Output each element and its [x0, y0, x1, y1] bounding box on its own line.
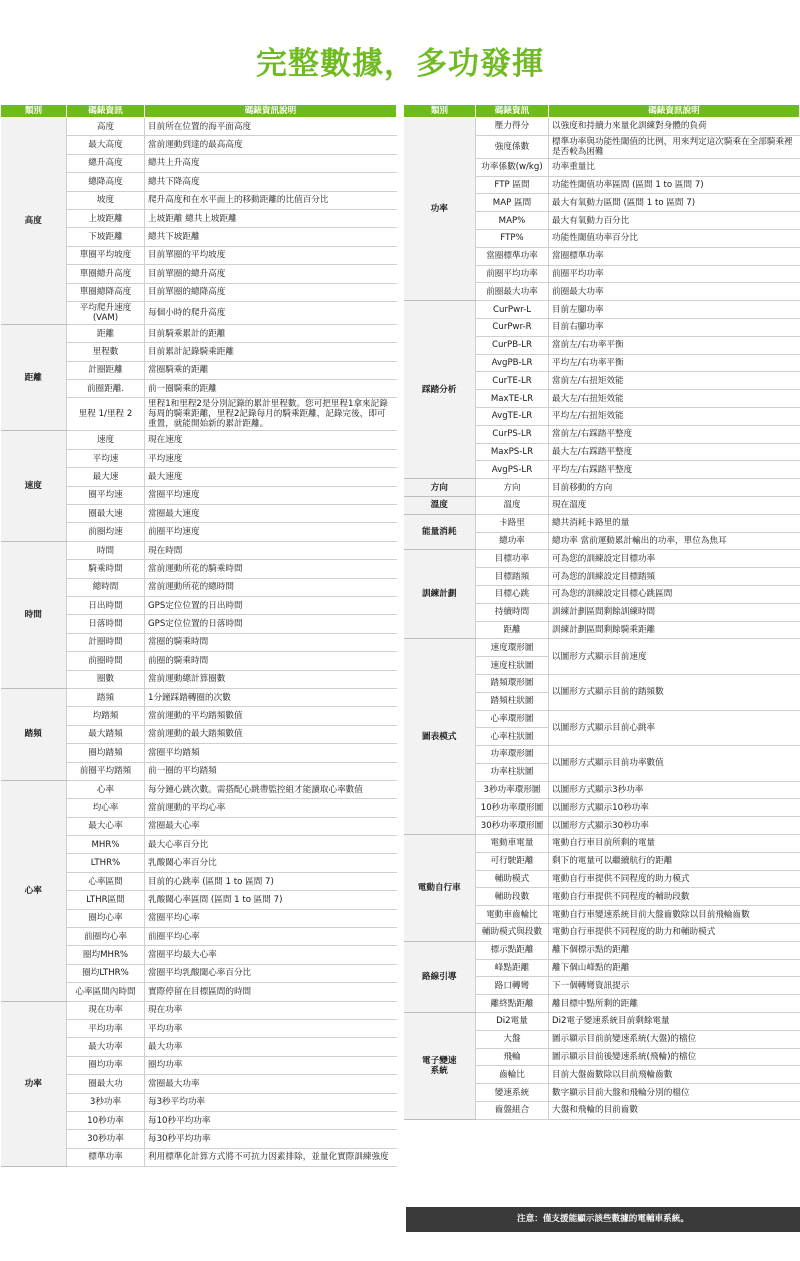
field-name: 功率柱狀圖: [476, 763, 549, 781]
field-name: 高度: [67, 118, 145, 136]
category-cell: 速度: [1, 431, 67, 541]
field-description: 當圈最大心率: [145, 817, 397, 835]
field-name: 圈最大功: [67, 1075, 145, 1093]
field-description: 可為您的訓練設定目標踏頻: [549, 568, 800, 586]
field-name: 圈均MHR%: [67, 946, 145, 964]
field-name: 標示點距離: [476, 941, 549, 959]
field-description: 電動自行車目前所剩的電量: [549, 835, 800, 853]
field-name: MHR%: [67, 836, 145, 854]
table-row: [1, 118, 397, 136]
field-name: LTHR%: [67, 854, 145, 872]
field-name: 前圈平均功率: [476, 265, 549, 283]
field-description: 當圈平均最大心率: [145, 946, 397, 964]
field-description: 最大速度: [145, 468, 397, 486]
field-name: 電動車電量: [476, 835, 549, 853]
field-description: 前圈平均速度: [145, 523, 397, 541]
field-name: 速度: [67, 431, 145, 449]
field-description: 里程1和里程2是分別記錄的累計里程數。您可把里程1拿來記錄每周的騎乘距離，里程2記錄每月的騎乘距離，記錄完後，即可重置，就能開始新的累計距離。: [145, 398, 397, 431]
category-cell: 踏頻: [1, 688, 67, 780]
table-row: [404, 639, 800, 657]
field-description: 平均速度: [145, 449, 397, 467]
field-name: 飛輪: [476, 1048, 549, 1066]
field-name: 里程 1/里程 2: [67, 398, 145, 431]
field-description: 功能性閾值功率百分比: [549, 229, 800, 247]
field-description: 最大左/右扭矩效能: [549, 390, 800, 408]
field-description: 現在溫度: [549, 496, 800, 514]
field-name: 溫度: [476, 496, 549, 514]
field-name: 3秒功率環形圖: [476, 781, 549, 799]
field-name: 平均爬升速度 (VAM): [67, 301, 145, 324]
field-description: 以圖形方式顯示目前速度: [549, 639, 800, 675]
table-row: [404, 479, 800, 497]
field-name: 里程數: [67, 343, 145, 361]
table-header-row: [404, 105, 800, 118]
spec-table-right: [403, 104, 800, 1120]
field-name: 最大高度: [67, 136, 145, 154]
category-cell: 距離: [1, 324, 67, 431]
field-description: 平均功率: [145, 1019, 397, 1037]
table-row: [404, 301, 800, 319]
field-name: 持續時間: [476, 603, 549, 621]
field-name: 前圈平均踏頻: [67, 762, 145, 780]
field-description: 乳酸閾心率區間 (區間 1 to 區間 7): [145, 891, 397, 909]
field-description: 每3秒平均功率: [145, 1093, 397, 1111]
field-name: 圈均踏頻: [67, 744, 145, 762]
field-name: 3秒功率: [67, 1093, 145, 1111]
field-name: 最大心率: [67, 817, 145, 835]
field-name: 總時間: [67, 578, 145, 596]
category-cell: 方向: [404, 479, 476, 497]
field-name: 圈均LTHR%: [67, 964, 145, 982]
field-description: GPS定位位置的日出時間: [145, 596, 397, 614]
field-description: 目前騎乘累計的距離: [145, 324, 397, 342]
field-description: 下一個轉彎資訊提示: [549, 977, 800, 995]
field-name: 變速系統: [476, 1084, 549, 1102]
field-description: 總共上升高度: [145, 154, 397, 172]
field-name: 心率區間內時間: [67, 983, 145, 1001]
table-row: [404, 118, 800, 136]
field-description: 目前累計記錄騎乘距離: [145, 343, 397, 361]
field-name: 標準功率: [67, 1148, 145, 1166]
category-cell: 電子變速 系統: [404, 1013, 476, 1120]
field-name: 平均速: [67, 449, 145, 467]
field-description: 當前運動到達的最高高度: [145, 136, 397, 154]
field-description: 以強度和持續力來量化訓練對身體的負荷: [549, 118, 800, 136]
header-field: 碼錶資訊: [67, 105, 145, 118]
field-description: 離下個山峰點的距離: [549, 959, 800, 977]
field-description: 以圖形方式顯示30秒功率: [549, 817, 800, 835]
field-description: 當前左/右功率平衡: [549, 336, 800, 354]
field-description: 實際停留在目標區間的時間: [145, 983, 397, 1001]
field-description: 目前右腳功率: [549, 318, 800, 336]
field-name: AvgPS-LR: [476, 461, 549, 479]
field-description: 電動自行車提供不同程度的輔助段數: [549, 888, 800, 906]
field-description: 可為您的訓練設定目標功率: [549, 550, 800, 568]
field-description: 當圈平均踏頻: [145, 744, 397, 762]
field-description: 電動自行車變速系統目前大盤齒數除以目前飛輪齒數: [549, 906, 800, 924]
field-name: MAP 區間: [476, 194, 549, 212]
field-description: 以圖形方式顯示目前心跳率: [549, 710, 800, 746]
field-name: 大盤: [476, 1030, 549, 1048]
field-description: 目前所在位置的海平面高度: [145, 118, 397, 136]
field-name: CurPwr-R: [476, 318, 549, 336]
field-description: 總共下坡距離: [145, 228, 397, 246]
field-name: 目標心跳: [476, 585, 549, 603]
field-description: 當前運動所花的總時間: [145, 578, 397, 596]
field-description: 當圈最大速度: [145, 505, 397, 523]
field-name: CurTE-LR: [476, 372, 549, 390]
field-description: 標準功率與功能性閾值的比例，用來判定這次騎乘在全部騎乘裡是否較為困難: [549, 135, 800, 158]
field-description: 最大有氧動力區間 (區間 1 to 區間 7): [549, 194, 800, 212]
field-description: 當圈平均心率: [145, 909, 397, 927]
category-cell: 功率: [1, 1001, 67, 1167]
field-name: 輔助模式與段數: [476, 924, 549, 942]
field-name: 輔助模式: [476, 870, 549, 888]
field-description: 前圈平均心率: [145, 928, 397, 946]
field-name: 距離: [67, 324, 145, 342]
field-description: 當前運動的平均心率: [145, 799, 397, 817]
field-name: 前圈距離.: [67, 380, 145, 398]
field-name: 心率: [67, 780, 145, 798]
table-row: [1, 1001, 397, 1019]
table-row: [404, 496, 800, 514]
field-name: AvgPB-LR: [476, 354, 549, 372]
field-description: 現在速度: [145, 431, 397, 449]
category-cell: 訓練計劃: [404, 550, 476, 639]
field-name: MaxPS-LR: [476, 443, 549, 461]
category-cell: 路線引導: [404, 941, 476, 1012]
field-name: Di2電量: [476, 1013, 549, 1031]
field-name: 總功率: [476, 532, 549, 550]
field-description: 乳酸閾心率百分比: [145, 854, 397, 872]
field-description: 目前單圈的總升高度: [145, 265, 397, 283]
field-name: 前圈最大功率: [476, 283, 549, 301]
category-cell: 圖表模式: [404, 639, 476, 835]
field-name: 心率區間: [67, 872, 145, 890]
header-description: 碼錶資訊說明: [145, 105, 397, 118]
field-name: LTHR區間: [67, 891, 145, 909]
field-name: 下坡距離: [67, 228, 145, 246]
field-description: 每10秒平均功率: [145, 1111, 397, 1129]
header-field: 碼錶資訊: [476, 105, 549, 118]
field-description: 訓練計劃區間剩餘訓練時間: [549, 603, 800, 621]
field-name: 踏頻: [67, 688, 145, 706]
field-name: 圈平均速: [67, 486, 145, 504]
field-name: 單圈總降高度: [67, 283, 145, 301]
header-category: 類別: [1, 105, 67, 118]
field-name: 圈數: [67, 670, 145, 688]
field-description: 當前左/右踩踏平整度: [549, 425, 800, 443]
field-description: 前一圈的平均踏頻: [145, 762, 397, 780]
field-description: 上坡距離 總共上坡距離: [145, 209, 397, 227]
field-description: 當前運動的平均踏頻數值: [145, 707, 397, 725]
field-name: 計圈距離: [67, 361, 145, 379]
field-name: 平均功率: [67, 1019, 145, 1037]
table-row: [404, 941, 800, 959]
field-name: 圈均心率: [67, 909, 145, 927]
field-description: 當圈平均速度: [145, 486, 397, 504]
field-name: 心率柱狀圖: [476, 728, 549, 746]
field-description: 當前運動的最大踏頻數值: [145, 725, 397, 743]
field-description: 最大心率百分比: [145, 836, 397, 854]
field-description: 目前移動的方向: [549, 479, 800, 497]
field-description: 每30秒平均功率: [145, 1130, 397, 1148]
field-name: 路口轉彎: [476, 977, 549, 995]
field-description: 電動自行車提供不同程度的助力模式: [549, 870, 800, 888]
field-name: 可行駛距離: [476, 852, 549, 870]
field-description: 目前左腳功率: [549, 301, 800, 319]
table-row: [404, 550, 800, 568]
field-description: 總共消耗卡路里的量: [549, 514, 800, 532]
field-name: 輔助段數: [476, 888, 549, 906]
field-name: 當圈標準功率: [476, 247, 549, 265]
field-name: 總降高度: [67, 173, 145, 191]
field-description: 總功率 當前運動累計輸出的功率，單位為焦耳: [549, 532, 800, 550]
field-description: 最大功率: [145, 1038, 397, 1056]
field-name: FTP 區間: [476, 176, 549, 194]
field-name: 圈最大速: [67, 505, 145, 523]
page-title: 完整數據，多功發揮: [256, 46, 544, 82]
field-name: 壓力得分: [476, 118, 549, 136]
field-name: 功率環形圖: [476, 746, 549, 764]
field-name: CurPwr-L: [476, 301, 549, 319]
field-name: 日出時間: [67, 596, 145, 614]
field-description: 當前左/右扭矩效能: [549, 372, 800, 390]
field-name: 總升高度: [67, 154, 145, 172]
category-cell: 踩踏分析: [404, 301, 476, 479]
field-name: 10秒功率環形圖: [476, 799, 549, 817]
spec-table-left: [0, 104, 397, 1167]
field-description: 當圈平均乳酸閾心率百分比: [145, 964, 397, 982]
field-name: 踏頻環形圖: [476, 674, 549, 692]
field-name: 峰點距離: [476, 959, 549, 977]
footnote-banner: 注意：僅支援能顯示該些數據的電輔車系統。: [406, 1207, 800, 1232]
category-cell: 功率: [404, 118, 476, 301]
table-row: [1, 431, 397, 449]
field-name: 強度係數: [476, 135, 549, 158]
table-row: [1, 688, 397, 706]
field-description: 平均左/右扭矩效能: [549, 407, 800, 425]
category-cell: 溫度: [404, 496, 476, 514]
field-description: 以圖形方式顯示10秒功率: [549, 799, 800, 817]
field-name: 前圈均速: [67, 523, 145, 541]
field-name: 計圈時間: [67, 633, 145, 651]
field-name: 離終點距離: [476, 995, 549, 1013]
field-description: 離目標中點所剩的距離: [549, 995, 800, 1013]
field-name: 圈均功率: [67, 1056, 145, 1074]
field-name: 騎乘時間: [67, 560, 145, 578]
header-description: 碼錶資訊說明: [549, 105, 800, 118]
field-name: 單圈總升高度: [67, 265, 145, 283]
field-name: 最大功率: [67, 1038, 145, 1056]
field-description: 前圈最大功率: [549, 283, 800, 301]
field-name: 日落時間: [67, 615, 145, 633]
field-name: 卡路里: [476, 514, 549, 532]
field-name: 方向: [476, 479, 549, 497]
field-name: 10秒功率: [67, 1111, 145, 1129]
field-description: 訓練計劃區間剩餘騎乘距離: [549, 621, 800, 639]
field-name: 時間: [67, 541, 145, 559]
field-description: 功能性閾值功率區間 (區間 1 to 區間 7): [549, 176, 800, 194]
field-description: 剩下的電量可以繼續航行的距離: [549, 852, 800, 870]
field-description: 以圖形方式顯示目前的踏頻數: [549, 674, 800, 710]
table-row: [404, 514, 800, 532]
field-name: 前圈時間: [67, 652, 145, 670]
field-description: 目前大盤齒數除以目前飛輪齒數: [549, 1066, 800, 1084]
field-description: 數字顯示目前大盤和飛輪分別的檔位: [549, 1084, 800, 1102]
field-name: 齒盤組合: [476, 1102, 549, 1120]
field-description: 利用標準化計算方式將不可抗力因素排除，並量化實際訓練強度: [145, 1148, 397, 1166]
field-description: 爬升高度和在水平面上的移動距離的比值百分比: [145, 191, 397, 209]
category-cell: 高度: [1, 118, 67, 325]
field-description: 最大左/右踩踏平整度: [549, 443, 800, 461]
table-header-row: [1, 105, 397, 118]
field-name: CurPS-LR: [476, 425, 549, 443]
field-description: 電動自行車提供不同程度的助力和輔助模式: [549, 924, 800, 942]
field-description: 當圈的騎乘時間: [145, 633, 397, 651]
field-description: 最大有氧動力百分比: [549, 212, 800, 230]
field-name: 距離: [476, 621, 549, 639]
field-name: 心率環形圖: [476, 710, 549, 728]
field-description: 目前的心跳率 (區間 1 to 區間 7): [145, 872, 397, 890]
category-cell: 時間: [1, 541, 67, 688]
field-name: 目標踏頻: [476, 568, 549, 586]
field-name: 最大速: [67, 468, 145, 486]
field-description: 前圈平均功率: [549, 265, 800, 283]
field-description: 目前單圈的平均坡度: [145, 246, 397, 264]
field-description: 前圈的騎乘時間: [145, 652, 397, 670]
field-description: 圈均功率: [145, 1056, 397, 1074]
table-row: [1, 541, 397, 559]
field-description: 現在時間: [145, 541, 397, 559]
field-description: 當前運動總計算圈數: [145, 670, 397, 688]
table-row: [404, 835, 800, 853]
category-cell: 電動自行車: [404, 835, 476, 942]
table-row: [1, 780, 397, 798]
field-name: 速度柱狀圖: [476, 657, 549, 675]
field-description: 目前單圈的總降高度: [145, 283, 397, 301]
field-description: Di2電子變速系統目前剩餘電量: [549, 1013, 800, 1031]
field-description: 以圖形方式顯示目前功率數值: [549, 746, 800, 782]
field-description: 平均左/右功率平衡: [549, 354, 800, 372]
field-name: 功率係數(w/kg): [476, 158, 549, 176]
field-name: 最大踏頻: [67, 725, 145, 743]
field-description: GPS定位位置的日落時間: [145, 615, 397, 633]
field-description: 以圖形方式顯示3秒功率: [549, 781, 800, 799]
field-name: 上坡距離: [67, 209, 145, 227]
field-description: 大盤和飛輪的目前齒數: [549, 1102, 800, 1120]
field-name: 目標功率: [476, 550, 549, 568]
field-description: 離下個標示點的距離: [549, 941, 800, 959]
field-description: 每分鐘心跳次數。需搭配心跳帶監控組才能讀取心率數值: [145, 780, 397, 798]
field-description: 前一圈騎乘的距離: [145, 380, 397, 398]
field-description: 圖示顯示目前前變速系統(大盤)的檔位: [549, 1030, 800, 1048]
field-description: 平均左/右踩踏平整度: [549, 461, 800, 479]
field-description: 總共下降高度: [145, 173, 397, 191]
field-name: MaxTE-LR: [476, 390, 549, 408]
category-cell: 能量消耗: [404, 514, 476, 550]
field-description: 當前運動所花的騎乘時間: [145, 560, 397, 578]
field-name: 現在功率: [67, 1001, 145, 1019]
field-name: 踏頻柱狀圖: [476, 692, 549, 710]
header-category: 類別: [404, 105, 476, 118]
category-cell: 心率: [1, 780, 67, 1001]
field-name: FTP%: [476, 229, 549, 247]
field-name: 坡度: [67, 191, 145, 209]
field-name: MAP%: [476, 212, 549, 230]
table-row: [404, 1013, 800, 1031]
field-description: 1分鐘踩踏轉圈的次數: [145, 688, 397, 706]
field-name: 速度環形圖: [476, 639, 549, 657]
table-row: [1, 324, 397, 342]
field-name: 30秒功率環形圖: [476, 817, 549, 835]
field-name: 均心率: [67, 799, 145, 817]
field-description: 當圈標準功率: [549, 247, 800, 265]
field-description: 當圈最大功率: [145, 1075, 397, 1093]
field-name: 前圈均心率: [67, 928, 145, 946]
field-name: 齒輪比: [476, 1066, 549, 1084]
field-description: 圖示顯示目前後變速系統(飛輪)的檔位: [549, 1048, 800, 1066]
field-name: 單圈平均坡度: [67, 246, 145, 264]
field-description: 現在功率: [145, 1001, 397, 1019]
field-name: 電動車齒輪比: [476, 906, 549, 924]
field-description: 功率重量比: [549, 158, 800, 176]
field-name: 均踏頻: [67, 707, 145, 725]
field-description: 每個小時的爬升高度: [145, 301, 397, 324]
field-description: 當圈騎乘的距離: [145, 361, 397, 379]
field-name: CurPB-LR: [476, 336, 549, 354]
field-description: 可為您的訓練設定目標心跳區間: [549, 585, 800, 603]
field-name: 30秒功率: [67, 1130, 145, 1148]
field-name: AvgTE-LR: [476, 407, 549, 425]
